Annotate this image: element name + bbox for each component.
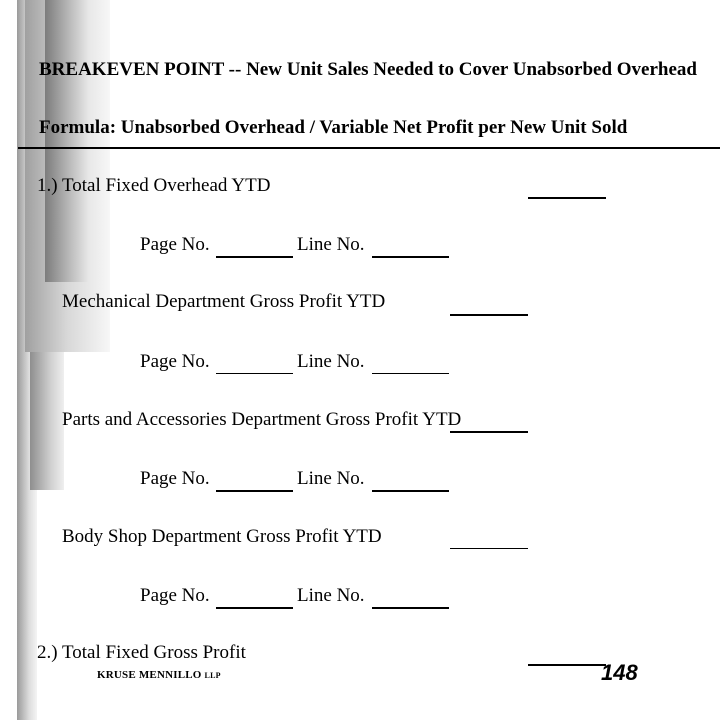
line-no-label: Line No. (297, 468, 365, 489)
total-fixed-overhead-blank[interactable] (528, 197, 606, 199)
total-fixed-gross-profit-blank[interactable] (528, 664, 606, 666)
line-no-blank[interactable] (372, 607, 449, 609)
item-body-shop-gross-profit: Body Shop Department Gross Profit YTD (62, 526, 382, 547)
mechanical-gross-profit-blank[interactable] (450, 314, 528, 316)
page-no-blank[interactable] (216, 256, 293, 258)
footer-firm-name (97, 669, 221, 681)
item-total-fixed-overhead: 1.) Total Fixed Overhead YTD (37, 175, 271, 196)
line-no-label: Line No. (297, 585, 365, 606)
page-no-blank[interactable] (216, 373, 293, 374)
page-no-blank[interactable] (216, 607, 293, 609)
item-parts-accessories-gross-profit: Parts and Accessories Department Gross Profit YTD (62, 409, 462, 430)
item-mechanical-gross-profit: Mechanical Department Gross Profit YTD (62, 291, 386, 312)
heading-divider (18, 147, 720, 149)
line-no-blank[interactable] (372, 490, 449, 492)
parts-gross-profit-blank[interactable] (450, 431, 528, 433)
page-title: BREAKEVEN POINT -- New Unit Sales Needed to Cover Unabsorbed Overhead (39, 59, 697, 80)
page-number: 148 (601, 660, 638, 685)
line-no-label: Line No. (297, 234, 365, 255)
formula-heading: Formula: Unabsorbed Overhead / Variable Net Profit per New Unit Sold (39, 117, 628, 138)
line-no-label: Line No. (297, 351, 365, 372)
line-no-blank[interactable] (372, 373, 449, 374)
page-no-label: Page No. (140, 351, 210, 372)
page-no-label: Page No. (140, 585, 210, 606)
line-no-blank[interactable] (372, 256, 449, 258)
item-total-fixed-gross-profit: 2.) Total Fixed Gross Profit (37, 642, 246, 663)
firm-name: KRUSE MENNILLO (97, 669, 202, 681)
page-no-label: Page No. (140, 234, 210, 255)
page-no-blank[interactable] (216, 490, 293, 492)
page-no-label: Page No. (140, 468, 210, 489)
firm-suffix: LLP (204, 671, 221, 680)
body-shop-gross-profit-blank[interactable] (450, 548, 528, 549)
